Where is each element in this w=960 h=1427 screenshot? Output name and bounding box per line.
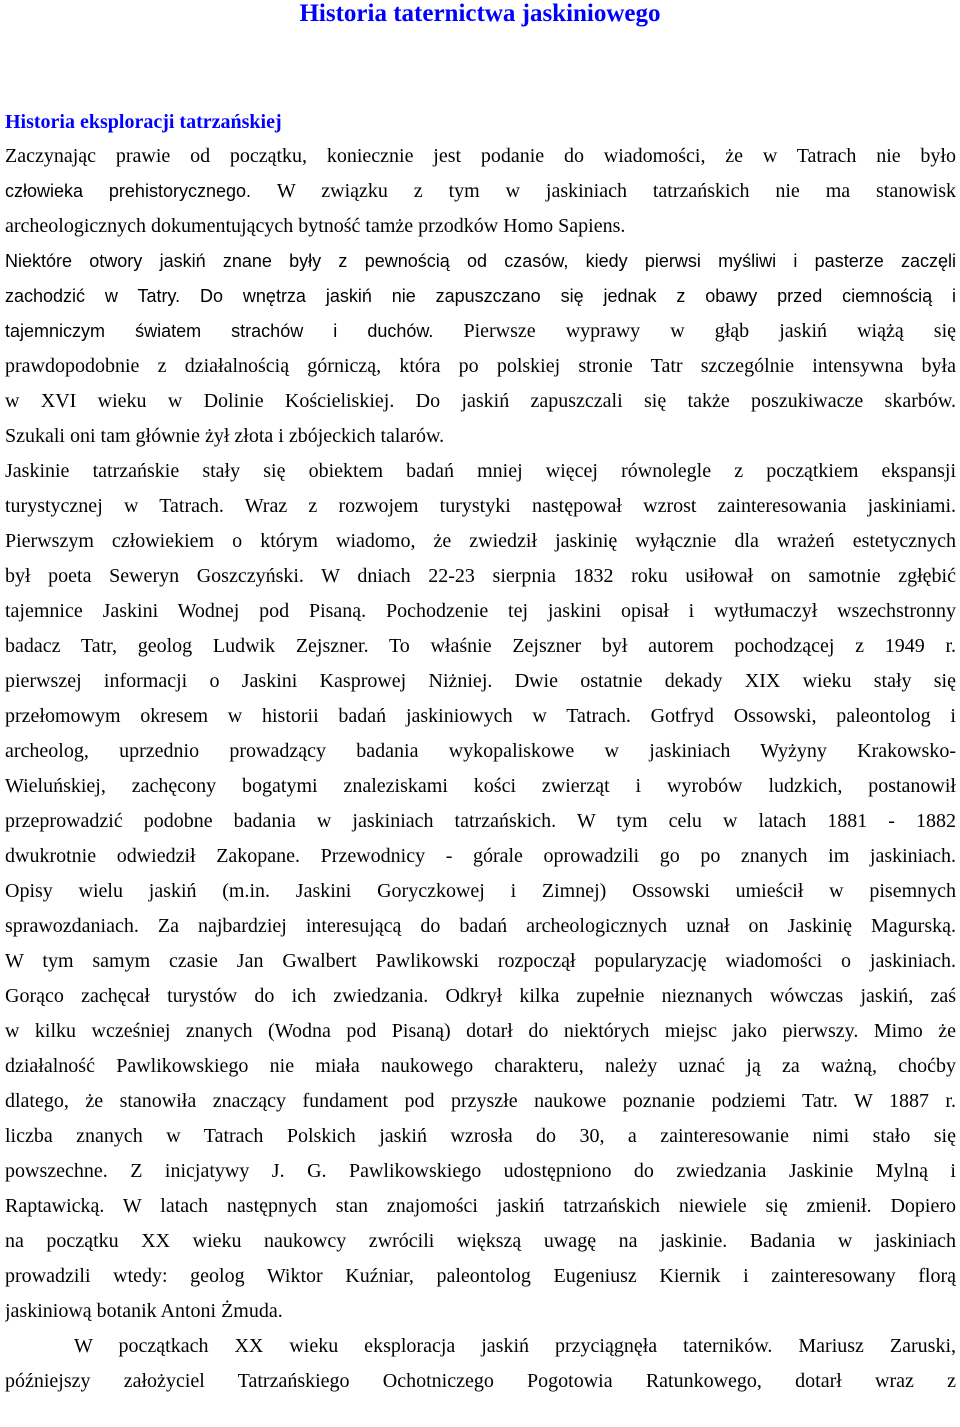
- text-segment: zachodzić w Tatry. Do wnętrza jaskiń nie zapuszczano się jednak z obawy przed ciemnością i: [5, 286, 956, 306]
- text-segment: prowadzili wtedy: geolog Wiktor Kuźniar, paleontolog Eugeniusz Kiernik i zainteresowany florą: [5, 1265, 956, 1287]
- text-line: [5, 804, 956, 839]
- text-line: [5, 1364, 956, 1399]
- text-line: [5, 769, 956, 804]
- text-segment: pierwszej informacji o Jaskini Kasprowej Niżniej. Dwie ostatnie dekady XIX wieku stały się: [5, 670, 956, 692]
- text-line: [5, 1049, 956, 1084]
- text-segment: archeolog, uprzednio prowadzący badania wykopaliskowe w jaskiniach Wyżyny Krakowsko-: [5, 740, 956, 762]
- text-line: [5, 979, 956, 1014]
- text-segment: W tym samym czasie Jan Gwalbert Pawlikowski rozpoczął popularyzację wiadomości o jaskiniach.: [5, 950, 956, 972]
- text-line: [5, 454, 956, 489]
- text-segment: późniejszy założyciel Tatrzańskiego Ochotniczego Pogotowia Ratunkowego, dotarł wraz z: [5, 1370, 956, 1392]
- text-segment: przełomowym okresem w historii badań jaskiniowych w Tatrach. Gotfryd Ossowski, paleontolog i: [5, 705, 956, 727]
- text-line: [5, 1084, 956, 1119]
- text-line: [5, 524, 956, 559]
- text-segment: badacz Tatr, geolog Ludwik Zejszner. To właśnie Zejszner był autorem pochodzącej z 1949 r.: [5, 635, 956, 657]
- text-line: [5, 174, 956, 209]
- text-segment: powszechne. Z inicjatywy J. G. Pawlikowskiego udostępniono do zwiedzania Jaskinie Mylną i: [5, 1160, 956, 1182]
- text-line: [5, 734, 956, 769]
- text-line: [5, 839, 956, 874]
- text-segment: w XVI wieku w Dolinie Kościeliskiej. Do jaskiń zapuszczali się także poszukiwacze skarbów.: [5, 390, 956, 412]
- text-line: [5, 489, 956, 524]
- text-segment: jaskiniową botanik Antoni Żmuda.: [5, 1300, 283, 1322]
- text-segment: dlatego, że stanowiła znaczący fundament pod przyszłe naukowe poznanie podziemi Tatr. W 1887 r.: [5, 1090, 956, 1112]
- text-segment: archeologicznych dokumentujących bytność tamże przodków Homo Sapiens.: [5, 215, 626, 237]
- text-segment: turystycznej w Tatrach. Wraz z rozwojem turystyki następował wzrost zainteresowania jaskiniami.: [5, 495, 956, 517]
- text-line: [5, 1189, 956, 1224]
- text-line: [5, 664, 956, 699]
- text-line: [5, 1119, 956, 1154]
- text-segment: tajemnice Jaskini Wodnej pod Pisaną. Pochodzenie tej jaskini opisał i wytłumaczył wszechstronny: [5, 600, 956, 622]
- text-segment: Wieluńskiej, zachęcony bogatymi znaleziskami kości zwierząt i wyrobów ludzkich, postanowił: [5, 775, 956, 797]
- text-segment: Zaczynając prawie od początku, koniecznie jest podanie do wiadomości, że w Tatrach nie było: [5, 145, 956, 167]
- text-line: [5, 909, 956, 944]
- text-segment: tajemniczym światem strachów i duchów.: [5, 321, 464, 341]
- body-text: [5, 139, 956, 1399]
- text-segment: Pierwszym człowiekiem o którym wiadomo, że zwiedził jaskinię wyłącznie dla wrażeń estetycznych: [5, 530, 956, 552]
- text-segment: dwukrotnie odwiedził Zakopane. Przewodnicy - górale oprowadzili go po znanych im jaskiniach.: [5, 845, 956, 867]
- text-segment: Niektóre otwory jaskiń znane były z pewnością od czasów, kiedy pierwsi myśliwi i pasterze zaczęli: [5, 251, 956, 271]
- text-segment: przeprowadzić podobne badania w jaskiniach tatrzańskich. W tym celu w latach 1881 - 1882: [5, 810, 956, 832]
- text-segment: Pierwsze wyprawy w głąb jaskiń wiążą się: [463, 320, 956, 342]
- text-line: [5, 874, 956, 909]
- text-segment: w kilku wcześniej znanych (Wodna pod Pisaną) dotarł do niektórych miejsc jako pierwszy. Mimo że: [5, 1020, 956, 1042]
- section-heading: Historia eksploracji tatrzańskiej: [5, 111, 282, 133]
- text-line: [5, 1259, 956, 1294]
- text-segment: sprawozdaniach. Za najbardziej interesującą do badań archeologicznych uznał on Jaskinię Magurską.: [5, 915, 956, 937]
- text-line: [5, 629, 956, 664]
- text-line: [5, 699, 956, 734]
- text-segment: Opisy wielu jaskiń (m.in. Jaskini Goryczkowej i Zimnej) Ossowski umieścił w pisemnych: [5, 880, 956, 902]
- text-segment: Raptawicką. W latach następnych stan znajomości jaskiń tatrzańskich niewiele się zmienił. Dopiero: [5, 1195, 956, 1217]
- text-segment: prawdopodobnie z działalnością górniczą, która po polskiej stronie Tatr szczególnie intensywna była: [5, 355, 956, 377]
- text-segment: działalność Pawlikowskiego nie miała naukowego charakteru, należy uznać ją za ważną, choćby: [5, 1055, 956, 1077]
- text-segment: na początku XX wieku naukowcy zwrócili większą uwagę na jaskinie. Badania w jaskiniach: [5, 1230, 956, 1252]
- text-line: [5, 1329, 956, 1364]
- text-line: [5, 559, 956, 594]
- text-line: [5, 594, 956, 629]
- text-line: [5, 1014, 956, 1049]
- text-line: [5, 349, 956, 384]
- text-segment: W związku z tym w jaskiniach tatrzańskich nie ma stanowisk: [276, 180, 956, 202]
- text-segment: człowieka prehistorycznego.: [5, 181, 277, 201]
- text-line: [5, 244, 956, 279]
- text-segment: Szukali oni tam głównie żył złota i zbójeckich talarów.: [5, 425, 445, 447]
- text-segment: był poeta Seweryn Goszczyński. W dniach 22-23 sierpnia 1832 roku usiłował on samotnie zgłębić: [5, 565, 956, 587]
- text-line: [5, 419, 956, 454]
- text-segment: liczba znanych w Tatrach Polskich jaskiń wzrosła do 30, a zainteresowanie nimi stało się: [5, 1125, 956, 1147]
- text-segment: Gorąco zachęcał turystów do ich zwiedzania. Odkrył kilka zupełnie nieznanych wówczas jaskiń, zaś: [5, 985, 956, 1007]
- text-line: [5, 314, 956, 349]
- text-line: [5, 384, 956, 419]
- document-title: Historia taternictwa jaskiniowego: [299, 0, 661, 27]
- text-line: [5, 944, 956, 979]
- text-line: [5, 139, 956, 174]
- text-segment: Jaskinie tatrzańskie stały się obiektem badań mniej więcej równolegle z początkiem ekspansji: [5, 460, 956, 482]
- text-line: [5, 279, 956, 314]
- text-line: [5, 1154, 956, 1189]
- text-line: [5, 209, 956, 244]
- text-line: [5, 1294, 956, 1329]
- text-segment: W początkach XX wieku eksploracja jaskiń przyciągnęła taterników. Mariusz Zaruski,: [74, 1335, 956, 1357]
- text-line: [5, 1224, 956, 1259]
